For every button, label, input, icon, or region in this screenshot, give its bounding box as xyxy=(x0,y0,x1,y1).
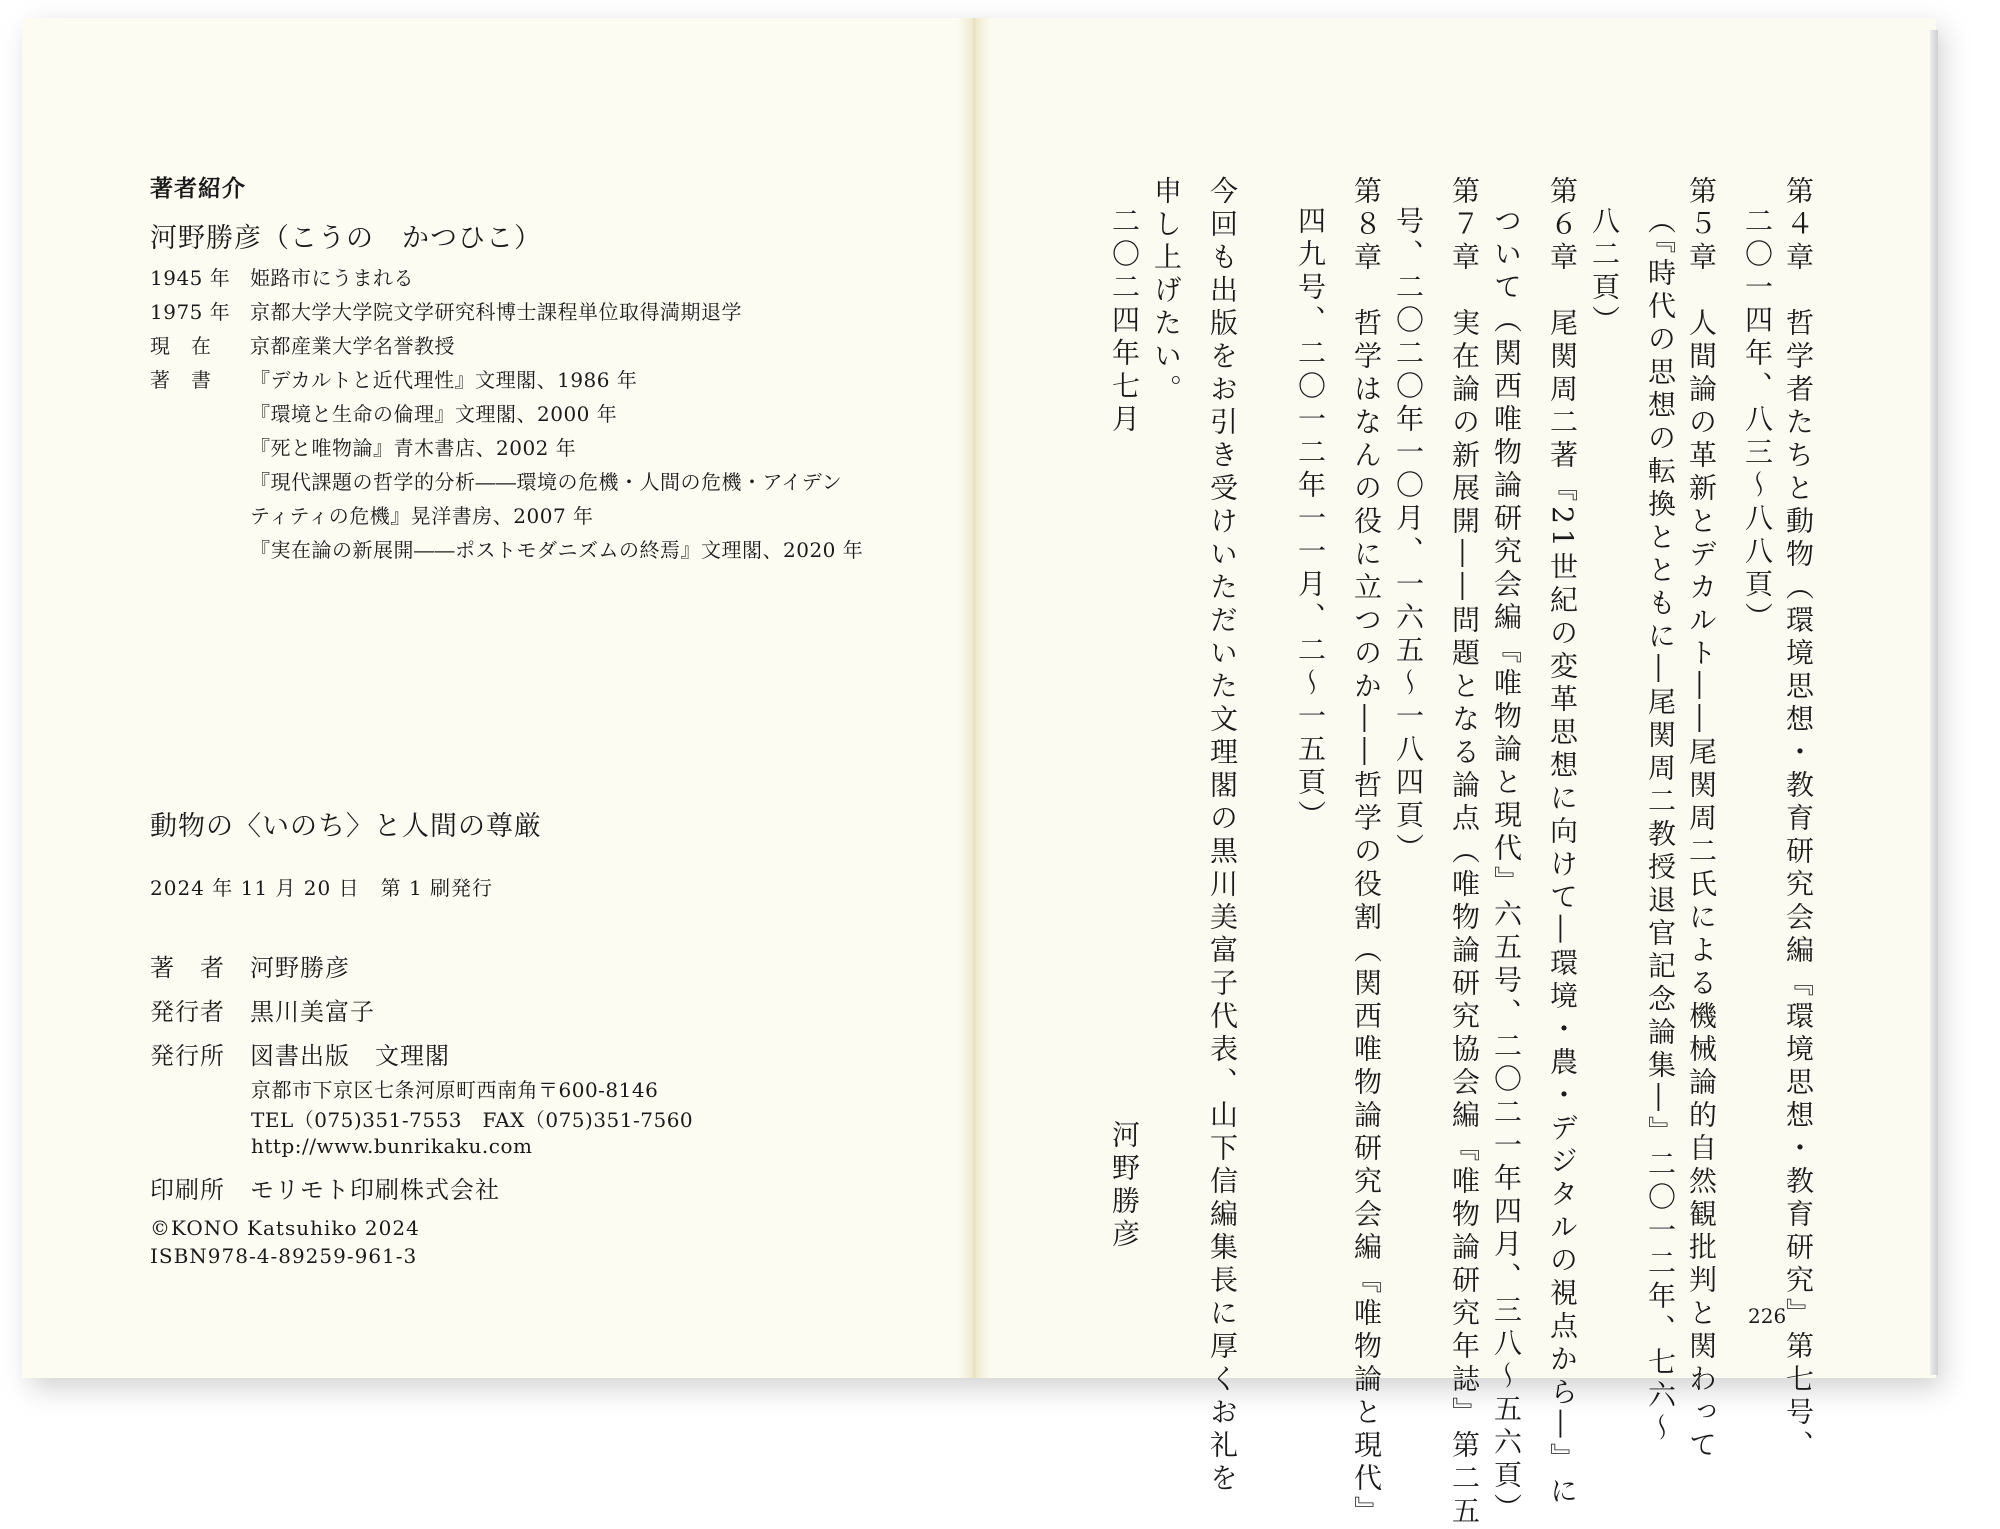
bio-row: 著 書 『デカルトと近代理性』文理閣、1986 年 xyxy=(150,368,638,392)
page-number: 226 xyxy=(1748,1304,1787,1328)
colophon-printer: 印刷所 モリモト印刷株式会社 xyxy=(150,1176,500,1204)
author-intro-heading: 著者紹介 xyxy=(150,175,246,202)
bio-row: 現 在 京都産業大学名誉教授 xyxy=(150,334,455,358)
chapter-8-line: 第８章 哲学はなんの役に立つのか――哲学の役割（関西唯物論研究会編『唯物論と現代』 xyxy=(1350,176,1383,1529)
copyright: ©KONO Katsuhiko 2024 xyxy=(150,1216,420,1240)
chapter-8-line-cont: 四九号、二〇一二年一一月、二～一五頁） xyxy=(1294,206,1327,833)
colophon-publisher-person: 発行者 黒川美富子 xyxy=(150,998,375,1026)
publisher-url: http://www.bunrikaku.com xyxy=(251,1134,533,1158)
chapter-5-line: 第５章 人間論の革新とデカルト――尾関周二氏による機械論的自然観批判と関わって xyxy=(1685,176,1718,1463)
bio-row: 『実在論の新展開――ポストモダニズムの終焉』文理閣、2020 年 xyxy=(250,538,864,562)
acknowledgement-line-cont: 申し上げたい。 xyxy=(1150,176,1183,407)
chapter-7-line: 第７章 実在論の新展開――問題となる論点（唯物論研究協会編『唯物論研究年誌』第二五 xyxy=(1448,176,1481,1529)
chapter-4-line-cont: 二〇一四年、八三～八八頁） xyxy=(1741,206,1774,635)
edition-info: 2024 年 11 月 20 日 第 1 刷発行 xyxy=(150,876,494,900)
book-gutter xyxy=(958,18,990,1378)
chapter-5-line-cont: （『時代の思想の転換とともに―尾関周二教授退官記念論集―』二〇一二年、七六～ xyxy=(1644,206,1677,1446)
date-line: 二〇二四年七月 xyxy=(1108,206,1141,437)
signature: 河野勝彦 xyxy=(1108,1120,1141,1252)
publisher-phone: TEL（075)351-7553 FAX（075)351-7560 xyxy=(251,1108,694,1132)
publisher-address: 京都市下京区七条河原町西南角〒600-8146 xyxy=(251,1078,659,1102)
author-name: 河野勝彦（こうの かつひこ） xyxy=(150,223,542,254)
acknowledgement-line: 今回も出版をお引き受けいただいた文理閣の黒川美富子代表、山下信編集長に厚くお礼を xyxy=(1206,176,1239,1496)
bio-row: 『現代課題の哲学的分析――環境の危機・人間の危機・アイデン xyxy=(250,470,843,494)
chapter-7-line-cont: 号、二〇二〇年一〇月、一六五～一八四頁） xyxy=(1392,206,1425,866)
chapter-6-line-cont: ついて（関西唯物論研究会編『唯物論と現代』六五号、二〇二一年四月、三八～五六頁） xyxy=(1490,206,1523,1526)
book-title: 動物の〈いのち〉と人間の尊厳 xyxy=(150,811,542,842)
bio-row: 『環境と生命の倫理』文理閣、2000 年 xyxy=(250,402,618,426)
bio-row: 1945 年 姫路市にうまれる xyxy=(150,266,414,290)
page-edge xyxy=(1930,30,1938,1375)
chapter-5-line-cont: 八二頁） xyxy=(1588,206,1621,338)
chapter-6-line: 第６章 尾関周二著『21世紀の変革思想に向けて―環境・農・デジタルの視点から―』に xyxy=(1546,176,1579,1509)
colophon-publisher: 発行所 図書出版 文理閣 xyxy=(150,1042,450,1070)
chapter-4-line: 第４章 哲学者たちと動物（環境思想・教育研究会編『環境思想・教育研究』第七号、 xyxy=(1782,176,1815,1463)
bio-row: 『死と唯物論』青木書店、2002 年 xyxy=(250,436,577,460)
colophon-author: 著 者 河野勝彦 xyxy=(150,954,350,982)
bio-row: ティティの危機』晃洋書房、2007 年 xyxy=(250,504,594,528)
isbn: ISBN978-4-89259-961-3 xyxy=(150,1244,418,1268)
bio-row: 1975 年 京都大学大学院文学研究科博士課程単位取得満期退学 xyxy=(150,300,742,324)
